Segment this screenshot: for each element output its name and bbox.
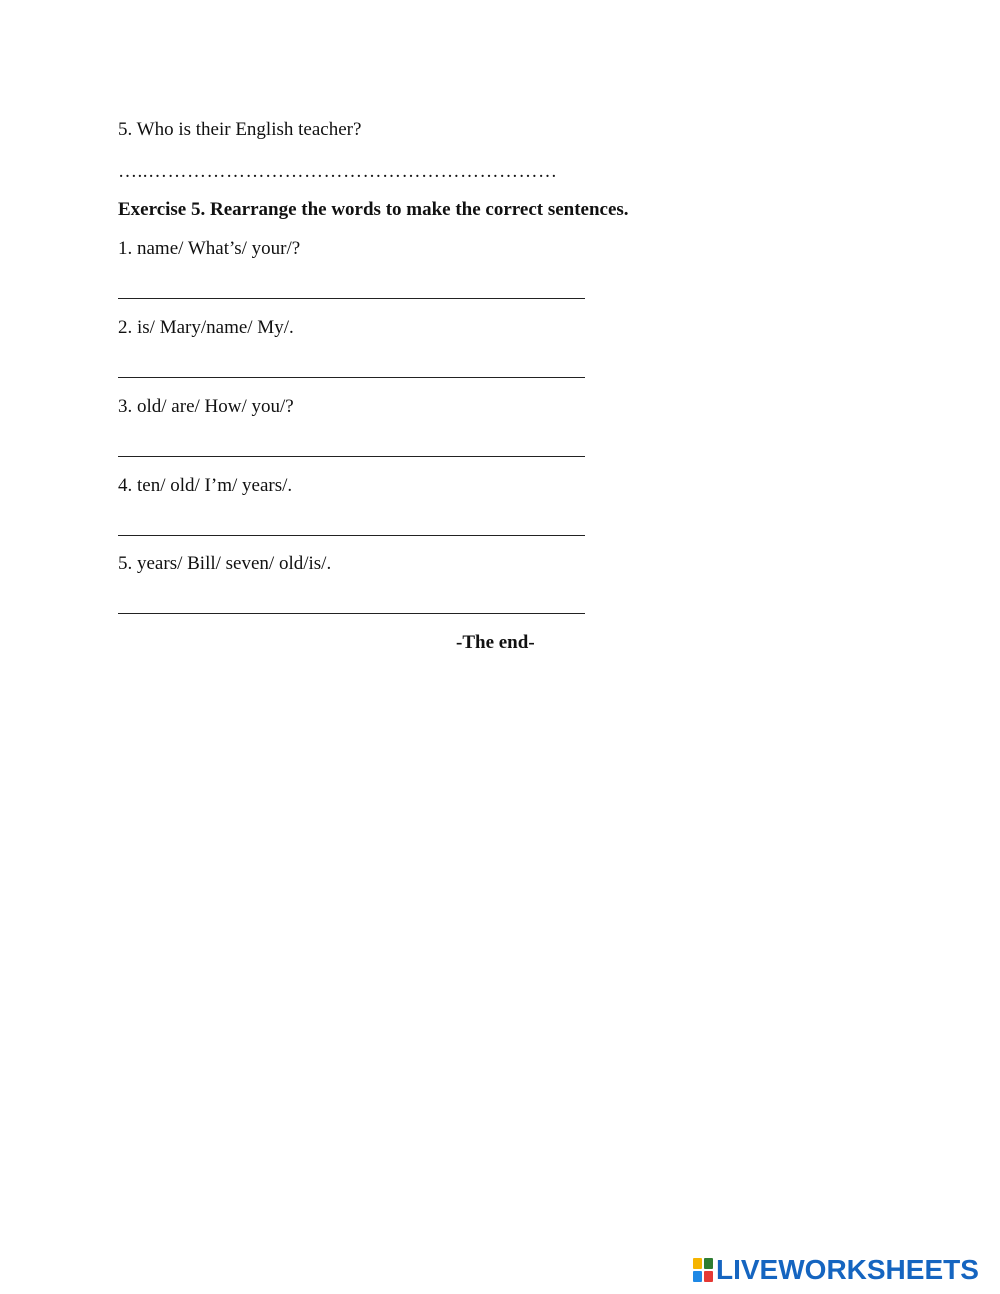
answer-line-5[interactable] xyxy=(118,613,585,614)
answer-line-1[interactable] xyxy=(118,298,585,299)
liveworksheets-logo xyxy=(693,1255,979,1285)
answer-line-2[interactable] xyxy=(118,377,585,378)
exercise-item-3: 3. old/ are/ How/ you/? xyxy=(118,396,294,417)
logo-tile xyxy=(693,1258,702,1269)
answer-line-3[interactable] xyxy=(118,456,585,457)
exercise-item-4: 4. ten/ old/ I’m/ years/. xyxy=(118,475,293,496)
exercise-item-1: 1. name/ What’s/ your/? xyxy=(118,238,301,259)
logo-tile xyxy=(704,1271,713,1282)
answer-line-4[interactable] xyxy=(118,535,585,536)
exercise-title: Exercise 5. Rearrange the words to make the correct sentences. xyxy=(118,199,629,220)
the-end: -The end- xyxy=(456,632,535,653)
answer-dots[interactable]: …..……………………………………………………… xyxy=(118,161,558,182)
exercise-item-2: 2. is/ Mary/name/ My/. xyxy=(118,317,294,338)
logo-tile xyxy=(704,1258,713,1269)
question-5: 5. Who is their English teacher? xyxy=(118,119,362,140)
logo-text: LIVEWORKSHEETS xyxy=(716,1254,979,1285)
logo-tile xyxy=(693,1271,702,1282)
exercise-item-5: 5. years/ Bill/ seven/ old/is/. xyxy=(118,553,332,574)
logo-mark-icon xyxy=(693,1258,713,1282)
